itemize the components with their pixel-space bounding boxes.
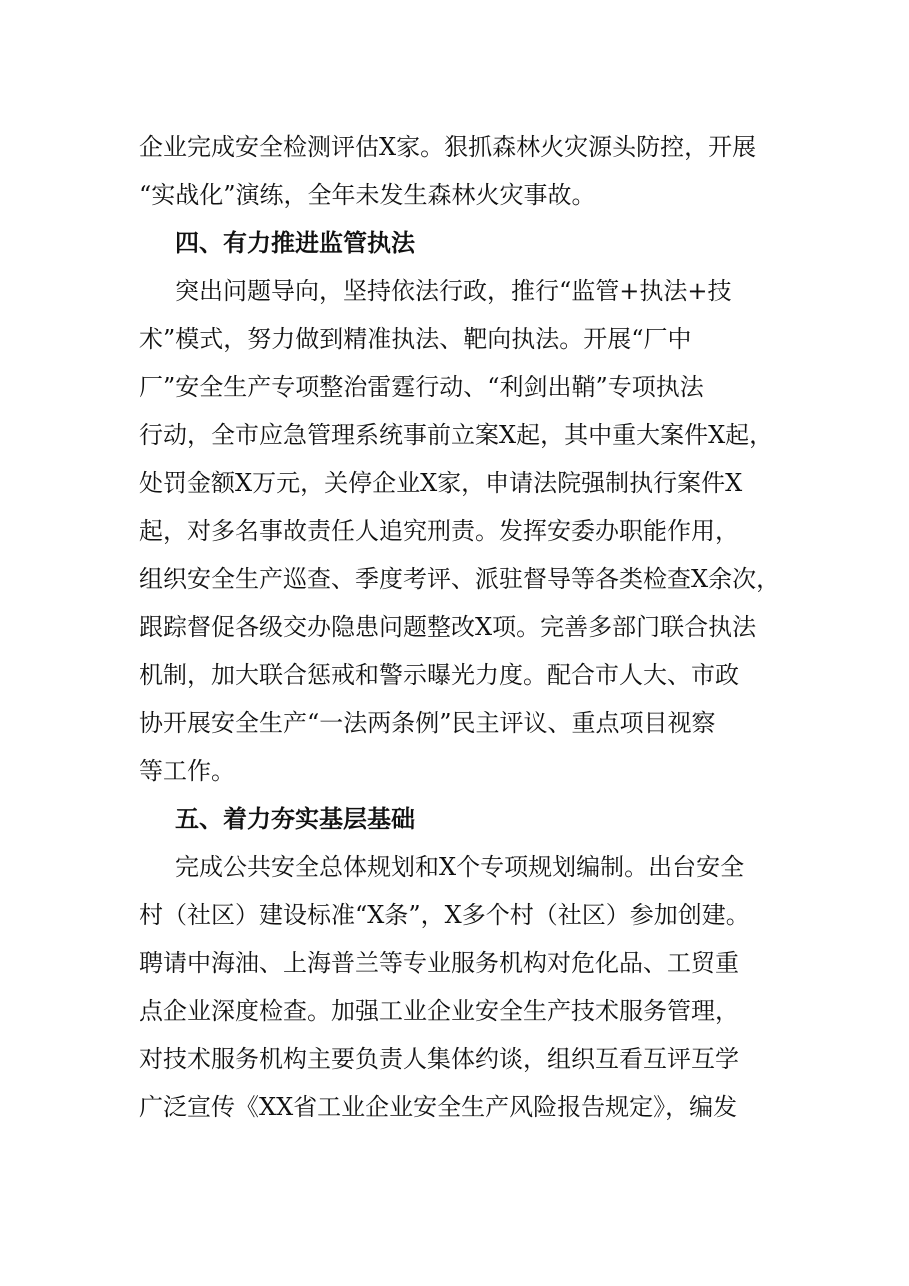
line-text: 起，对多名事故责任人追究刑责。发挥安委办职能作用， bbox=[139, 517, 739, 545]
line-text: 处罚金额X万元，关停企业X家，申请法院强制执行案件X bbox=[139, 469, 743, 497]
paragraph-line bbox=[0, 607, 909, 647]
paragraph-line bbox=[0, 367, 909, 407]
paragraph-line bbox=[0, 127, 909, 167]
line-text: 协开展安全生产“一法两条例”民主评议、重点项目视察 bbox=[139, 709, 716, 737]
section-heading-5 bbox=[0, 799, 909, 839]
paragraph-line bbox=[0, 655, 909, 695]
line-text: 对技术服务机构主要负责人集体约谈，组织互看互评互学 bbox=[139, 1045, 739, 1073]
line-text: 点企业深度检查。加强工业企业安全生产技术服务管理， bbox=[139, 997, 739, 1025]
line-text: 跟踪督促各级交办隐患问题整改X项。完善多部门联合执法 bbox=[139, 613, 757, 641]
paragraph-line bbox=[0, 847, 909, 887]
paragraph-line bbox=[0, 1039, 909, 1079]
line-text: 村（社区）建设标准“X条”，X多个村（社区）参加创建。 bbox=[139, 901, 750, 929]
paragraph-line bbox=[0, 463, 909, 503]
paragraph-line bbox=[0, 511, 909, 551]
paragraph-line bbox=[0, 991, 909, 1031]
line-text: 厂”安全生产专项整治雷霆行动、“利剑出鞘”专项执法 bbox=[139, 373, 704, 401]
paragraph-line bbox=[0, 559, 909, 599]
line-text: 组织安全生产巡查、季度考评、派驻督导等各类检查X余次， bbox=[139, 565, 781, 593]
paragraph-line bbox=[0, 415, 909, 455]
paragraph-line bbox=[0, 703, 909, 743]
line-text: “实战化”演练，全年未发生森林火灾事故。 bbox=[139, 181, 596, 209]
line-text: 突出问题导向，坚持依法行政，推行“监管+执法+技 bbox=[175, 277, 732, 305]
paragraph-line bbox=[0, 751, 909, 791]
line-text: 广泛宣传《XX省工业企业安全生产风险报告规定》，编发 bbox=[139, 1093, 738, 1121]
line-text: 聘请中海油、上海普兰等专业服务机构对危化品、工贸重 bbox=[139, 949, 739, 977]
line-text: 行动，全市应急管理系统事前立案X起，其中重大案件X起， bbox=[139, 421, 774, 449]
section-heading-text: 五、着力夯实基层基础 bbox=[175, 805, 415, 833]
paragraph-line bbox=[0, 943, 909, 983]
line-text: 等工作。 bbox=[139, 757, 235, 785]
paragraph-line bbox=[0, 175, 909, 215]
section-heading-4 bbox=[0, 223, 909, 263]
section-heading-text: 四、有力推进监管执法 bbox=[175, 229, 415, 257]
paragraph-line bbox=[0, 319, 909, 359]
paragraph-line bbox=[0, 895, 909, 935]
line-text: 企业完成安全检测评估X家。狠抓森林火灾源头防控，开展 bbox=[139, 133, 757, 161]
line-text: 机制，加大联合惩戒和警示曝光力度。配合市人大、市政 bbox=[139, 661, 739, 689]
paragraph-line bbox=[0, 271, 909, 311]
paragraph-line bbox=[0, 1087, 909, 1127]
line-text: 完成公共安全总体规划和X个专项规划编制。出台安全 bbox=[175, 853, 745, 881]
line-text: 术”模式，努力做到精准执法、靶向执法。开展“厂中 bbox=[139, 325, 692, 353]
